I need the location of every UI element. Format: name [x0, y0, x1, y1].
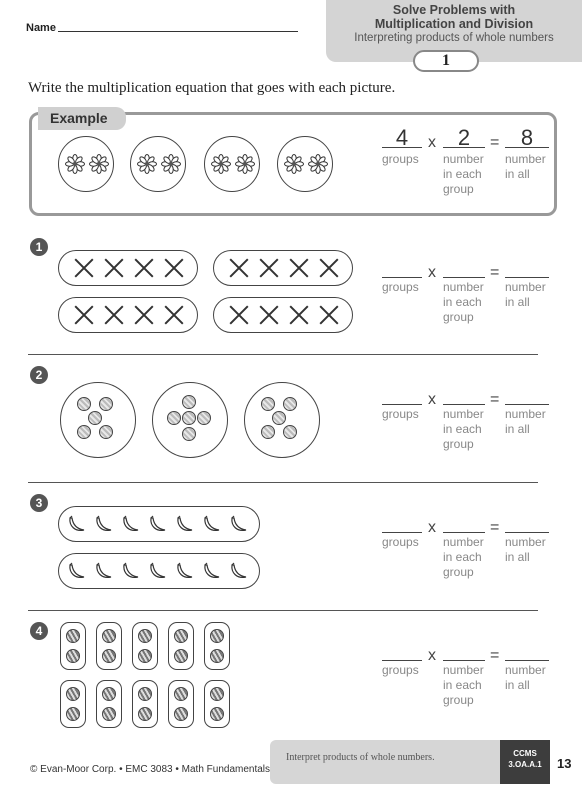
x-group: [58, 250, 198, 286]
ball: [174, 629, 188, 643]
footer-standard-text: Interpret products of whole numbers.: [286, 752, 435, 763]
x-mark-icon: [73, 304, 95, 326]
lesson-title: [326, 0, 582, 31]
problem-1-number-blank[interactable]: [443, 258, 485, 278]
caption-line: number: [505, 152, 546, 166]
problem-2-groups-caption: groups: [382, 407, 419, 421]
example-total-value: 8: [520, 125, 534, 150]
ball-group: [204, 622, 230, 670]
problem-2-total-caption: [505, 407, 546, 437]
problem-1-total-caption: [505, 280, 546, 310]
ball: [66, 687, 80, 701]
problem-4-total-caption: [505, 663, 546, 693]
caption-line: group: [443, 310, 474, 324]
problem-4-total-blank[interactable]: [505, 641, 549, 661]
x-mark-icon: [133, 257, 155, 279]
problem-3-number: 3: [30, 494, 48, 512]
ball: [138, 707, 152, 721]
copyright-text: © Evan-Moor Corp. • EMC 3083 • Math Fundamentals: [30, 764, 271, 775]
x-mark-icon: [288, 257, 310, 279]
ball: [66, 649, 80, 663]
example-groups-blank: [382, 125, 422, 150]
problem-3-times-sign: x: [428, 519, 436, 536]
ccms-badge: [500, 740, 550, 784]
dot: [283, 397, 297, 411]
problem-4-equals-sign: =: [490, 647, 500, 664]
caption-line: number: [505, 663, 546, 677]
caption-line: group: [443, 565, 474, 579]
section-divider: [28, 354, 538, 355]
x-mark-icon: [228, 257, 250, 279]
problem-2-total-blank[interactable]: [505, 385, 549, 405]
banana-icon: [148, 514, 168, 534]
ball: [102, 687, 116, 701]
ball-group: [60, 680, 86, 728]
flower-icon: [89, 154, 109, 174]
caption-line: in all: [505, 678, 530, 692]
problem-2-number-blank[interactable]: [443, 385, 485, 405]
example-number-blank: [443, 125, 485, 150]
example-equals-sign: =: [490, 134, 500, 151]
caption-line: in each: [443, 678, 482, 692]
problem-1-number-caption: [443, 280, 484, 325]
banana-icon: [202, 514, 222, 534]
ball: [102, 629, 116, 643]
dot: [99, 425, 113, 439]
problem-1-equals-sign: =: [490, 264, 500, 281]
dot: [261, 425, 275, 439]
problem-4-number-caption: [443, 663, 484, 708]
caption-line: number: [505, 407, 546, 421]
caption-line: in all: [505, 422, 530, 436]
problem-1-times-sign: x: [428, 264, 436, 281]
ball-group: [168, 680, 194, 728]
x-group: [213, 297, 353, 333]
problem-3-number-blank[interactable]: [443, 513, 485, 533]
banana-icon: [175, 561, 195, 581]
ball: [102, 707, 116, 721]
dot-group: [244, 382, 320, 458]
caption-line: number: [505, 535, 546, 549]
problem-1-total-blank[interactable]: [505, 258, 549, 278]
ball-group: [132, 680, 158, 728]
dot: [182, 395, 196, 409]
banana-icon: [229, 514, 249, 534]
name-label: Name: [26, 22, 56, 34]
problem-4-groups-blank[interactable]: [382, 641, 422, 661]
flower-group: [130, 136, 186, 192]
caption-line: number: [443, 407, 484, 421]
ccms-line-2: 3.OA.A.1: [508, 760, 542, 769]
banana-icon: [202, 561, 222, 581]
instructions: Write the multiplication equation that goes with each picture.: [28, 80, 396, 96]
example-total-caption: [505, 152, 546, 182]
page-number: 13: [557, 756, 572, 771]
lesson-number-badge: 1: [413, 50, 479, 72]
lesson-subtitle: Interpreting products of whole numbers: [354, 32, 554, 44]
ball-group: [60, 622, 86, 670]
dot: [261, 397, 275, 411]
banana-icon: [67, 514, 87, 534]
flower-group: [277, 136, 333, 192]
x-mark-icon: [163, 304, 185, 326]
flower-icon: [161, 154, 181, 174]
x-mark-icon: [258, 304, 280, 326]
ball: [210, 649, 224, 663]
example-groups-caption: groups: [382, 152, 419, 166]
dot: [167, 411, 181, 425]
flower-group: [204, 136, 260, 192]
problem-3-total-blank[interactable]: [505, 513, 549, 533]
ball: [138, 629, 152, 643]
problem-4-times-sign: x: [428, 647, 436, 664]
name-field-line[interactable]: [58, 31, 298, 32]
caption-line: in all: [505, 295, 530, 309]
problem-4-groups-caption: groups: [382, 663, 419, 677]
lesson-title-line-1: Solve Problems with: [392, 3, 516, 17]
problem-2-equals-sign: =: [490, 391, 500, 408]
x-mark-icon: [258, 257, 280, 279]
dot: [77, 425, 91, 439]
ccms-line-1: CCMS: [513, 749, 537, 758]
ball: [66, 707, 80, 721]
x-group: [213, 250, 353, 286]
x-mark-icon: [318, 257, 340, 279]
example-total-blank: [505, 125, 549, 150]
x-mark-icon: [288, 304, 310, 326]
caption-line: group: [443, 437, 474, 451]
dot-group: [60, 382, 136, 458]
dot: [272, 411, 286, 425]
flower-icon: [284, 154, 304, 174]
x-mark-icon: [228, 304, 250, 326]
problem-3-total-caption: [505, 535, 546, 565]
ball-group: [96, 680, 122, 728]
x-mark-icon: [163, 257, 185, 279]
caption-line: in each: [443, 422, 482, 436]
ball-group: [204, 680, 230, 728]
problem-3-number-caption: [443, 535, 484, 580]
banana-icon: [148, 561, 168, 581]
caption-line: group: [443, 182, 474, 196]
ball-group: [168, 622, 194, 670]
caption-line: group: [443, 693, 474, 707]
ball: [210, 687, 224, 701]
flower-icon: [211, 154, 231, 174]
dot: [182, 411, 196, 425]
ball-group: [132, 622, 158, 670]
banana-icon: [229, 561, 249, 581]
caption-line: in each: [443, 167, 482, 181]
problem-2-number: 2: [30, 366, 48, 384]
section-divider: [28, 482, 538, 483]
example-times-sign: x: [428, 134, 436, 151]
x-mark-icon: [318, 304, 340, 326]
banana-group: [58, 553, 260, 589]
caption-line: number: [443, 152, 484, 166]
flower-group: [58, 136, 114, 192]
caption-line: number: [443, 280, 484, 294]
problem-2-number-caption: [443, 407, 484, 452]
flower-icon: [137, 154, 157, 174]
ball: [174, 687, 188, 701]
ball: [210, 629, 224, 643]
dot: [77, 397, 91, 411]
banana-icon: [94, 561, 114, 581]
problem-4-number-blank[interactable]: [443, 641, 485, 661]
section-divider: [28, 610, 538, 611]
flower-icon: [308, 154, 328, 174]
example-number-value: 2: [457, 125, 471, 150]
flower-icon: [65, 154, 85, 174]
caption-line: number: [505, 280, 546, 294]
dot: [283, 425, 297, 439]
problem-3-equals-sign: =: [490, 519, 500, 536]
ball: [210, 707, 224, 721]
x-group: [58, 297, 198, 333]
dot: [182, 427, 196, 441]
example-tab: Example: [38, 107, 126, 130]
problem-3-groups-blank[interactable]: [382, 513, 422, 533]
caption-line: in all: [505, 167, 530, 181]
ball: [66, 629, 80, 643]
problem-2-groups-blank[interactable]: [382, 385, 422, 405]
ball-group: [96, 622, 122, 670]
caption-line: in each: [443, 550, 482, 564]
ball: [102, 649, 116, 663]
banana-icon: [94, 514, 114, 534]
ball: [138, 687, 152, 701]
banana-icon: [67, 561, 87, 581]
ball: [138, 649, 152, 663]
problem-1-groups-blank[interactable]: [382, 258, 422, 278]
problem-4-number: 4: [30, 622, 48, 640]
banana-group: [58, 506, 260, 542]
caption-line: in each: [443, 295, 482, 309]
problem-3-groups-caption: groups: [382, 535, 419, 549]
banana-icon: [121, 561, 141, 581]
x-mark-icon: [73, 257, 95, 279]
problem-2-times-sign: x: [428, 391, 436, 408]
problem-1-number: 1: [30, 238, 48, 256]
ball: [174, 707, 188, 721]
example-number-caption: [443, 152, 484, 197]
banana-icon: [121, 514, 141, 534]
example-groups-value: 4: [395, 125, 409, 150]
flower-icon: [235, 154, 255, 174]
banana-icon: [175, 514, 195, 534]
caption-line: number: [443, 535, 484, 549]
dot: [88, 411, 102, 425]
dot: [99, 397, 113, 411]
x-mark-icon: [103, 304, 125, 326]
caption-line: in all: [505, 550, 530, 564]
ball: [174, 649, 188, 663]
x-mark-icon: [103, 257, 125, 279]
lesson-title-line-2: Multiplication and Division: [374, 17, 534, 31]
x-mark-icon: [133, 304, 155, 326]
caption-line: number: [443, 663, 484, 677]
dot: [197, 411, 211, 425]
problem-1-groups-caption: groups: [382, 280, 419, 294]
dot-group: [152, 382, 228, 458]
